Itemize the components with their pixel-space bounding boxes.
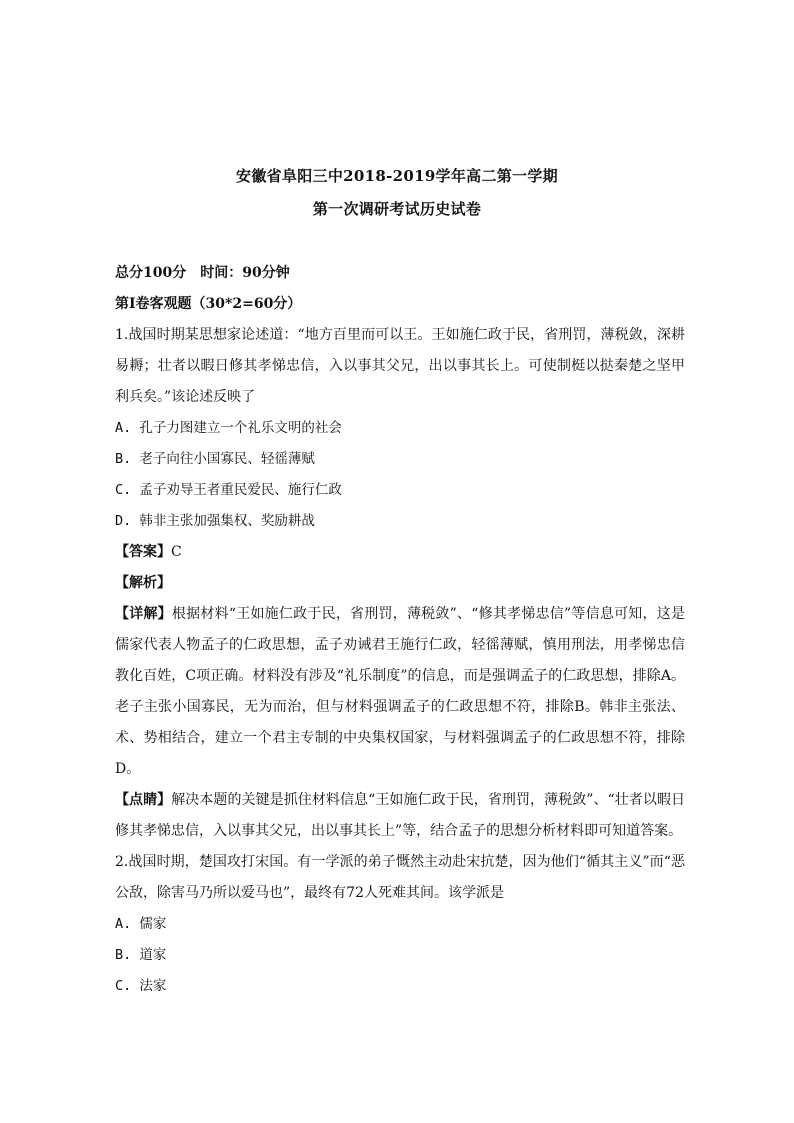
question-1-answer bbox=[115, 537, 685, 568]
tip-text: 解决本题的关键是抓住材料信息“王如施仁政于民，省刑罚，薄税敛”、“壮者以暇日修其孝悌忠信，入以事其父兄，出以事其长上”等，结合孟子的思想分析材料即可知道答案。 bbox=[115, 792, 685, 839]
detail-text: 根据材料“王如施仁政于民，省刑罚，薄税敛”、“修其孝悌忠信”等信息可知，这是儒家代表人物孟子的仁政思想，孟子劝诫君王施行仁政，轻徭薄赋，慎用刑法，用孝悌忠信教化百姓，C项正确。材料没有涉及“礼乐制度”的信息，而是强调孟子的仁政思想，排除A。老子主张小国寡民，无为而治，但与材料强调孟子的仁政思想不符，排除B。韩非主张法、术、势相结合，建立一个君主专制的中央集权国家，与材料强调孟子的仁政思想不符，排除D。 bbox=[115, 606, 685, 777]
question-1-detail bbox=[115, 599, 685, 785]
question-1-analysis-heading bbox=[115, 568, 685, 599]
question-1 bbox=[115, 320, 685, 847]
question-2-option-b: B. 道家 bbox=[115, 947, 167, 963]
question-1-option-b: B. 老子向往小国寡民、轻徭薄赋 bbox=[115, 451, 315, 467]
detail-label: 【详解】 bbox=[115, 606, 172, 622]
question-1-stem: 1.战国时期某思想家论述道：“地方百里而可以王。王如施仁政于民，省刑罚，薄税敛，深耕易耨；壮者以暇日修其孝悌忠信，入以事其父兄，出以事其长上。可使制梃以挞秦楚之坚甲利兵矣。”该论述反映了 bbox=[115, 327, 685, 405]
analysis-label: 【解析】 bbox=[115, 575, 171, 591]
exam-title-line2: 第一次调研考试历史试卷 bbox=[312, 200, 482, 218]
tip-label: 【点睛】 bbox=[115, 792, 172, 808]
answer-value: C bbox=[171, 544, 182, 560]
section-heading: 第Ⅰ卷客观题（30*2=60分） bbox=[115, 296, 302, 312]
question-2-option-c: C. 法家 bbox=[115, 978, 167, 994]
score-time-line: 总分100分 时间：90分钟 bbox=[115, 265, 290, 281]
question-1-option-d: D. 韩非主张加强集权、奖励耕战 bbox=[115, 513, 315, 529]
question-2-option-a: A. 儒家 bbox=[115, 916, 167, 932]
question-2 bbox=[115, 847, 685, 1002]
exam-title-line1: 安徽省阜阳三中2018-2019学年高二第一学期 bbox=[236, 167, 558, 185]
question-1-option-a: A. 孔子力图建立一个礼乐文明的社会 bbox=[115, 420, 342, 436]
question-2-stem: 2.战国时期，楚国攻打宋国。有一学派的弟子慨然主动赴宋抗楚，因为他们“循其主义”而“恶公敌，除害马乃所以爱马也”，最终有72人死难其间。该学派是 bbox=[115, 854, 685, 901]
answer-label: 【答案】 bbox=[115, 544, 171, 560]
exam-content bbox=[115, 258, 685, 1002]
question-1-option-c: C. 孟子劝导王者重民爱民、施行仁政 bbox=[115, 482, 342, 498]
question-1-tip bbox=[115, 785, 685, 847]
